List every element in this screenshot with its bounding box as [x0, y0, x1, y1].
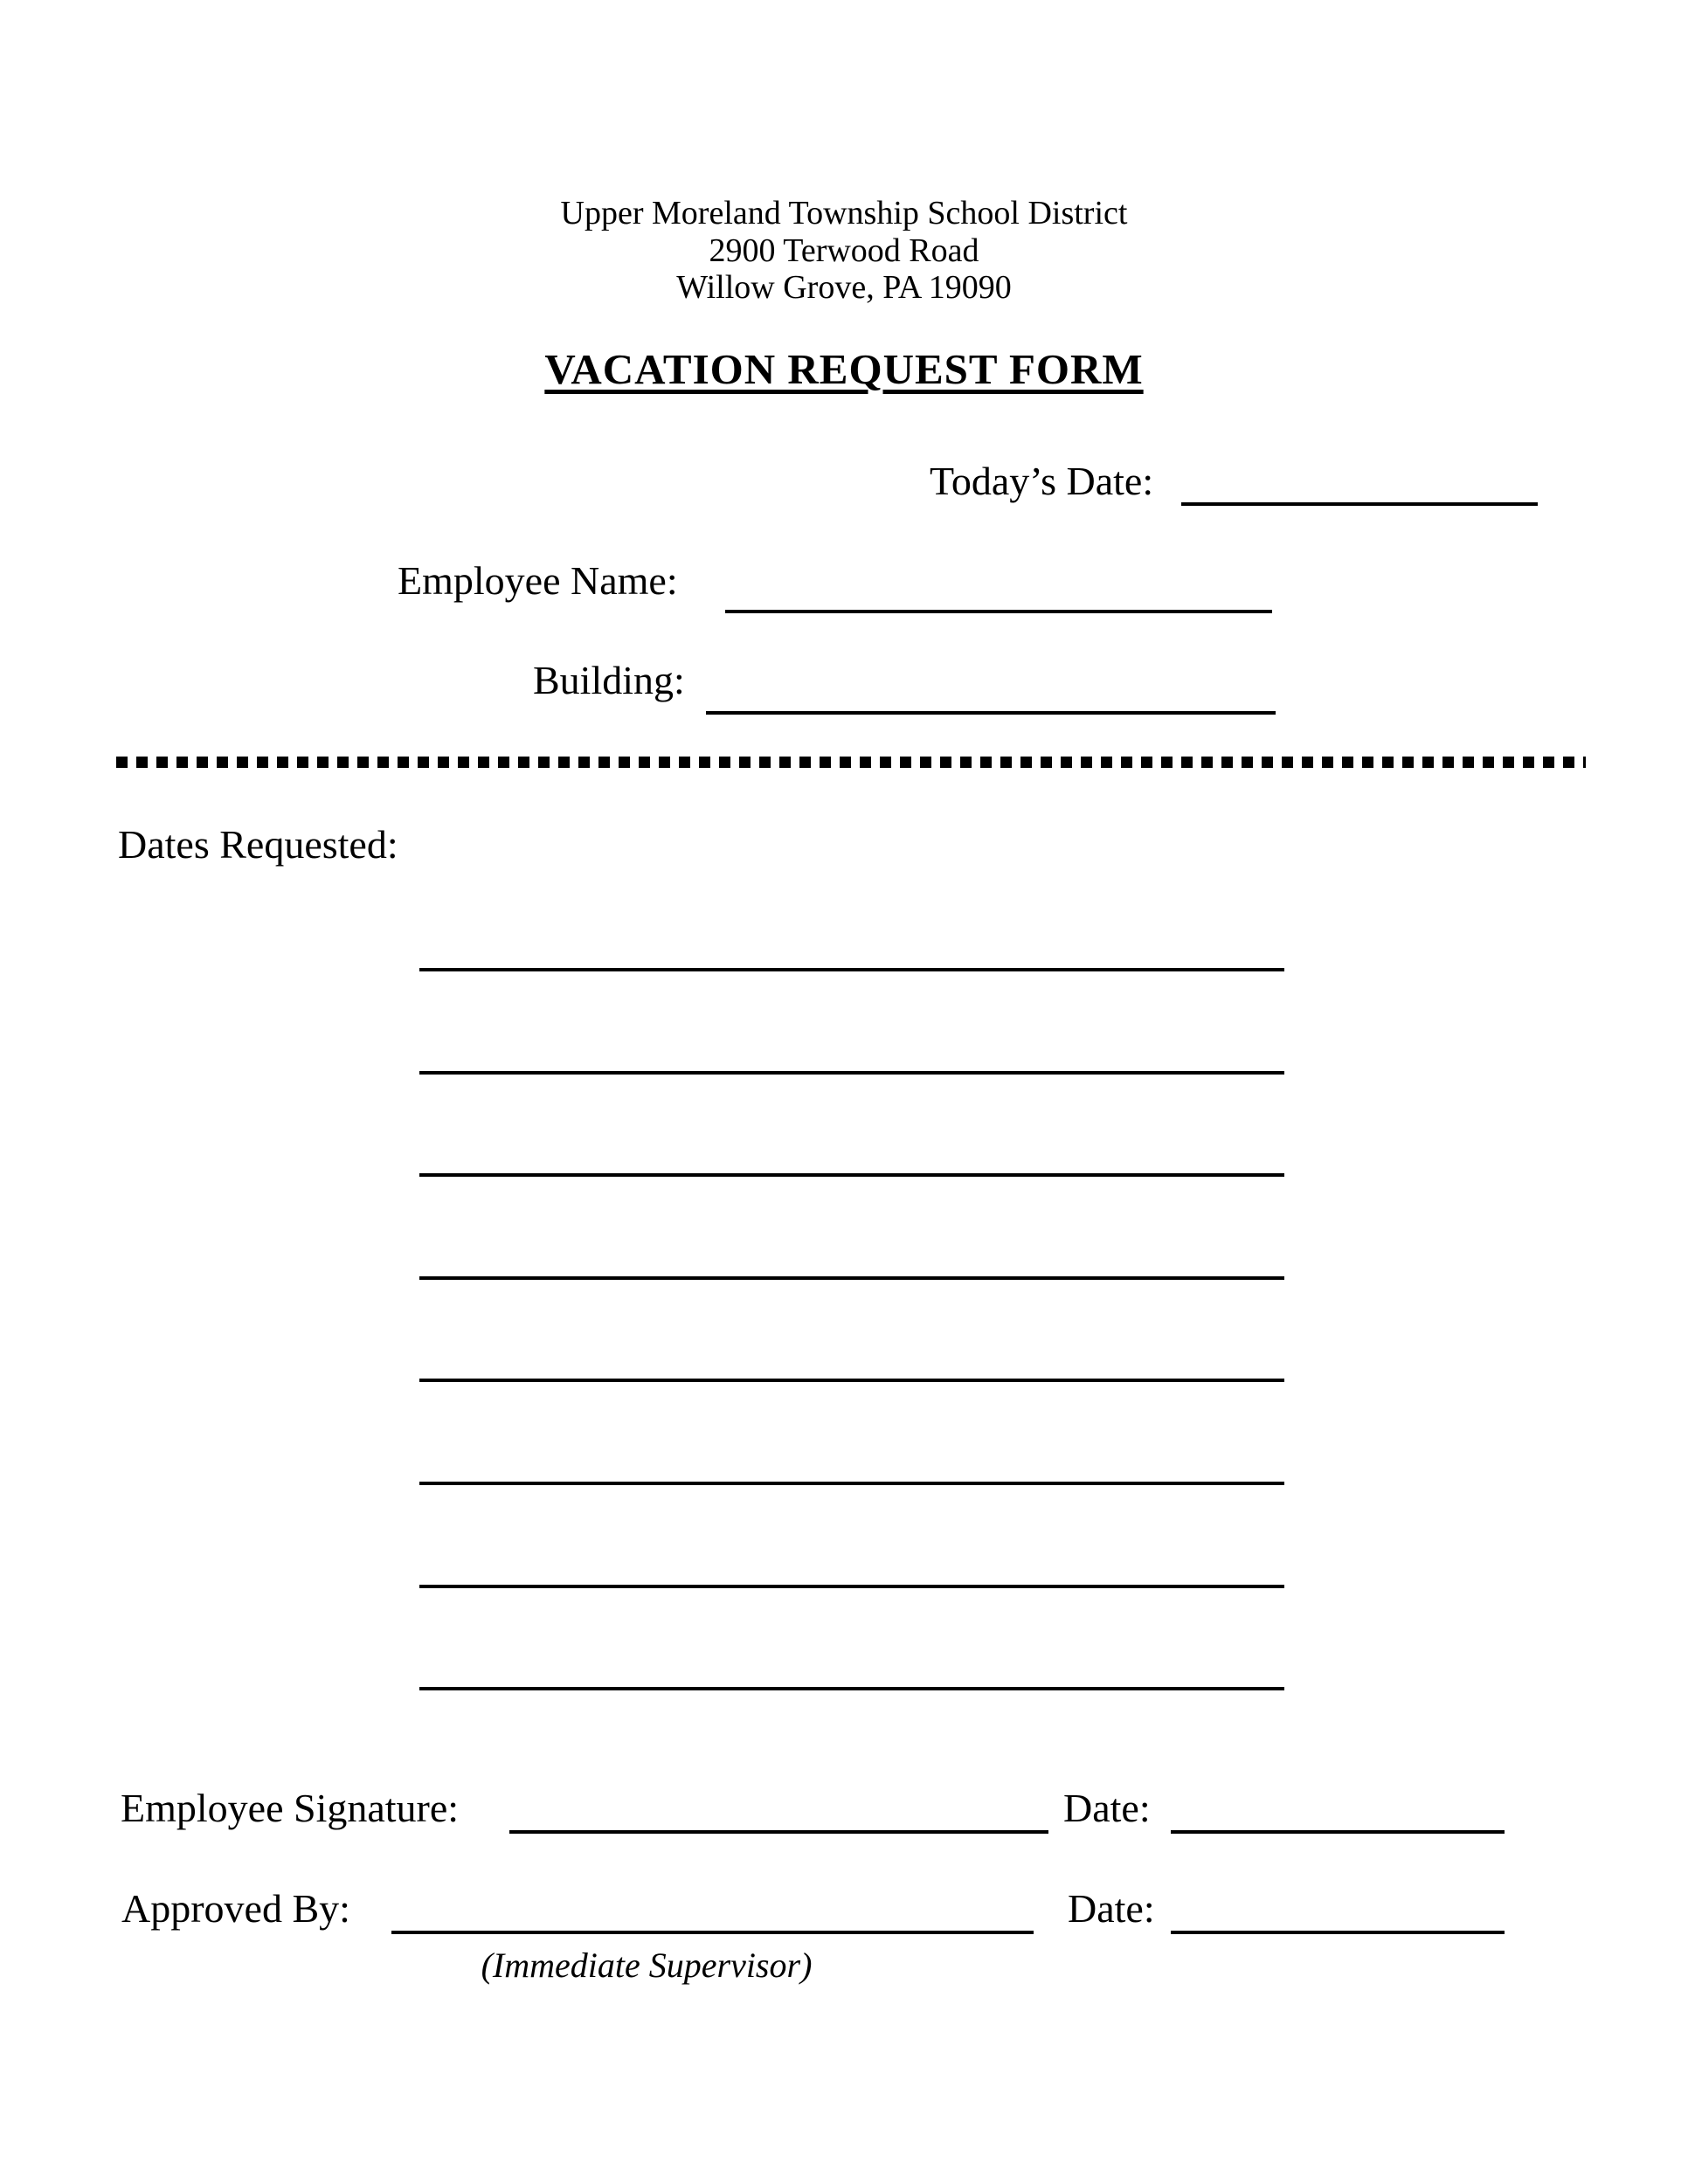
org-address-city: Willow Grove, PA 19090 — [676, 269, 1012, 306]
org-name: Upper Moreland Township School District — [560, 195, 1128, 232]
date-requested-line-1[interactable] — [419, 968, 1284, 971]
employee-name-field[interactable] — [725, 610, 1272, 613]
employee-signature-date-field[interactable] — [1171, 1830, 1505, 1834]
date-requested-line-7[interactable] — [419, 1585, 1284, 1588]
date-requested-line-2[interactable] — [419, 1071, 1284, 1075]
approved-by-date-field[interactable] — [1171, 1931, 1505, 1934]
form-title: VACATION REQUEST FORM — [544, 345, 1144, 393]
immediate-supervisor-note: (Immediate Supervisor) — [481, 1946, 813, 1985]
dotted-divider — [116, 757, 1586, 768]
employee-signature-date-label: Date: — [1063, 1786, 1151, 1830]
date-requested-line-4[interactable] — [419, 1276, 1284, 1280]
todays-date-label: Today’s Date: — [930, 459, 1154, 503]
employee-signature-label: Employee Signature: — [121, 1786, 460, 1830]
date-requested-line-8[interactable] — [419, 1687, 1284, 1690]
employee-signature-field[interactable] — [509, 1830, 1048, 1834]
approved-by-date-label: Date: — [1068, 1886, 1155, 1931]
building-label: Building: — [533, 658, 685, 702]
todays-date-field[interactable] — [1181, 502, 1538, 506]
dates-requested-label: Dates Requested: — [118, 822, 398, 867]
date-requested-line-3[interactable] — [419, 1173, 1284, 1177]
approved-by-field[interactable] — [391, 1931, 1034, 1934]
building-field[interactable] — [706, 711, 1276, 715]
employee-name-label: Employee Name: — [398, 558, 678, 603]
date-requested-line-5[interactable] — [419, 1379, 1284, 1382]
date-requested-line-6[interactable] — [419, 1482, 1284, 1485]
approved-by-label: Approved By: — [121, 1886, 350, 1931]
org-address-street: 2900 Terwood Road — [709, 232, 979, 269]
